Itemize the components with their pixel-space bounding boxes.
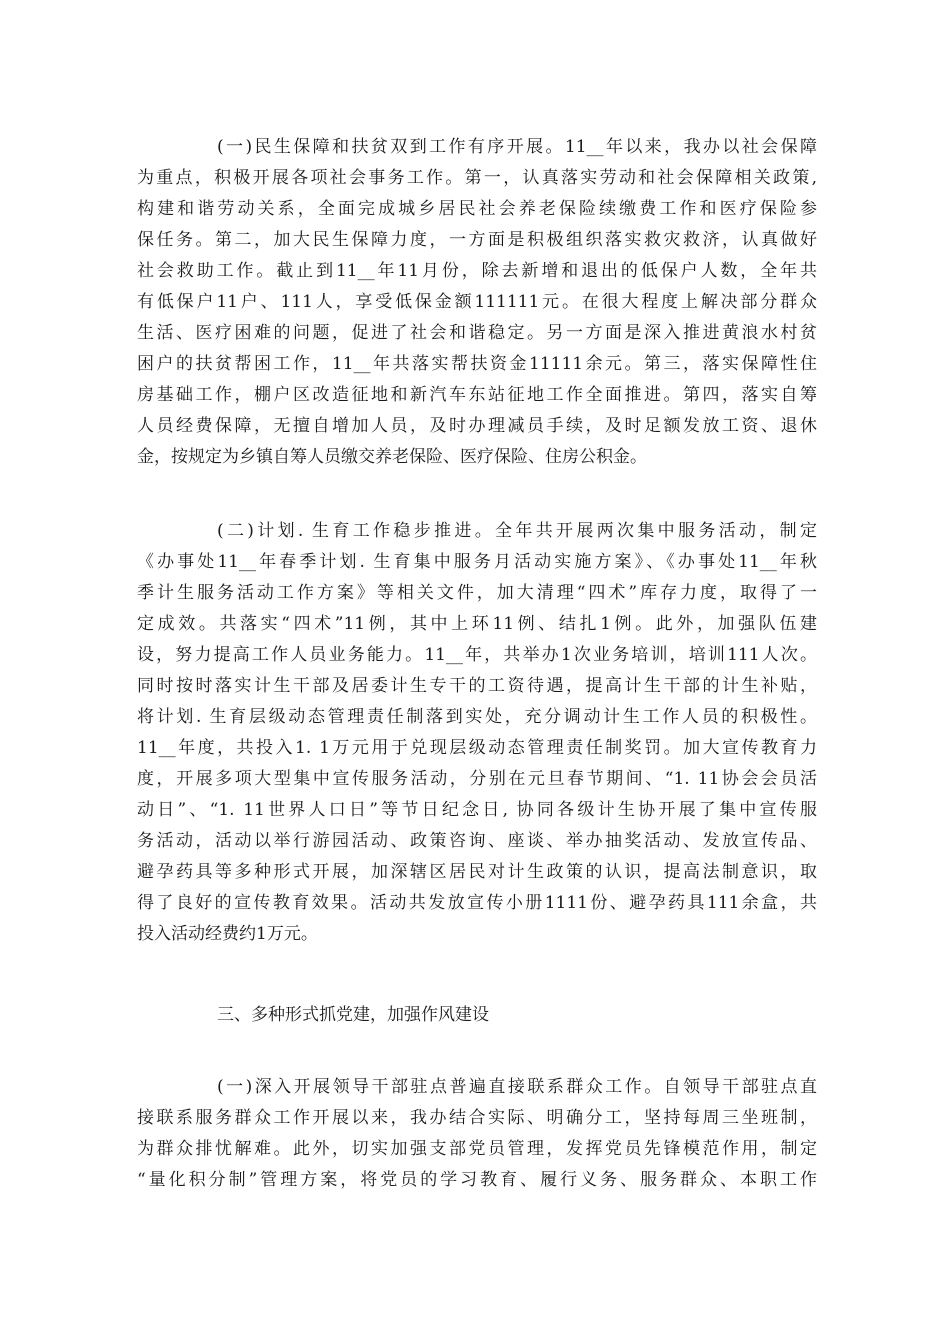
text-line: 房基础工作，棚户区改造征地和新汽车东站征地工作全面推进。第四，落实自筹	[137, 385, 817, 405]
text-line: 得了良好的宣传教育效果。活动共发放宣传小册1111份、避孕药具111余盒，共	[137, 893, 817, 913]
paragraph-family-planning	[137, 516, 817, 950]
text-line: 金，按规定为乡镇自筹人员缴交养老保险、医疗保险、住房公积金。	[137, 447, 647, 467]
text-line: 构建和谐劳动关系，全面完成城乡居民社会养老保险续缴费工作和医疗保险参	[137, 199, 817, 219]
text-line: 定成效。共落实“四术”11例，其中上环11例、结扎1例。此外，加强队伍建	[137, 614, 817, 634]
text-line: 困户的扶贫帮困工作，11__年共落实帮扶资金11111余元。第三，落实保障性住	[137, 354, 817, 374]
text-line: 设，努力提高工作人员业务能力。11__年，共举办1次业务培训，培训111人次。	[137, 645, 817, 665]
paragraph-party-building	[137, 1072, 817, 1196]
text-line: 季计生服务活动工作方案》等相关文件，加大清理“四术”库存力度，取得了一	[137, 583, 817, 603]
text-line: 11__年度，共投入1. 1万元用于兑现层级动态管理责任制奖罚。加大宣传教育力	[137, 738, 817, 758]
paragraph-livelihood-security	[137, 132, 817, 473]
text-line: 接联系服务群众工作开展以来，我办结合实际、明确分工，坚持每周三坐班制，	[137, 1108, 817, 1128]
text-line: 将计划. 生育层级动态管理责任制落到实处，充分调动计生工作人员的积极性。	[137, 707, 817, 727]
section-heading: 三、多种形式抓党建，加强作风建设	[217, 1005, 489, 1025]
text-line: 投入活动经费约1万元。	[137, 924, 318, 944]
text-line: 为重点，积极开展各项社会事务工作。第一，认真落实劳动和社会保障相关政策,	[137, 168, 817, 188]
text-line: “量化积分制”管理方案，将党员的学习教育、履行义务、服务群众、本职工作	[137, 1170, 817, 1190]
text-line: 《办事处11__年春季计划. 生育集中服务月活动实施方案》、《办事处11__年秋	[137, 552, 817, 572]
text-line: 避孕药具等多种形式开展，加深辖区居民对计生政策的认识，提高法制意识，取	[137, 862, 817, 882]
text-line: 度，开展多项大型集中宣传服务活动，分别在元旦春节期间、“1. 11协会会员活	[137, 769, 817, 789]
text-line: 生活、医疗困难的问题，促进了社会和谐稳定。另一方面是深入推进黄浪水村贫	[137, 323, 817, 343]
text-line: 人员经费保障，无擅自增加人员，及时办理减员手续，及时足额发放工资、退休	[137, 416, 817, 436]
text-line: 有低保户11户、111人，享受低保金额111111元。在很大程度上解决部分群众	[137, 292, 817, 312]
text-line: (二)计划. 生育工作稳步推进。全年共开展两次集中服务活动，制定	[217, 521, 817, 541]
text-line: (一)民生保障和扶贫双到工作有序开展。11__年以来，我办以社会保障	[217, 137, 817, 157]
text-line: 同时按时落实计生干部及居委计生专干的工资待遇，提高计生干部的计生补贴，	[137, 676, 817, 696]
text-line: 为群众排忧解难。此外，切实加强支部党员管理，发挥党员先锋模范作用，制定	[137, 1139, 817, 1159]
text-line: (一)深入开展领导干部驻点普遍直接联系群众工作。自领导干部驻点直	[217, 1077, 817, 1097]
text-line: 保任务。第二，加大民生保障力度，一方面是积极组织落实救灾救济，认真做好	[137, 230, 817, 250]
text-line: 社会救助工作。截止到11__年11月份，除去新增和退出的低保户人数，全年共	[137, 261, 817, 281]
text-line: 务活动，活动以举行游园活动、政策咨询、座谈、举办抽奖活动、发放宣传品、	[137, 831, 817, 851]
text-line: 动日”、“1. 11世界人口日”等节日纪念日, 协同各级计生协开展了集中宣传服	[137, 800, 817, 820]
